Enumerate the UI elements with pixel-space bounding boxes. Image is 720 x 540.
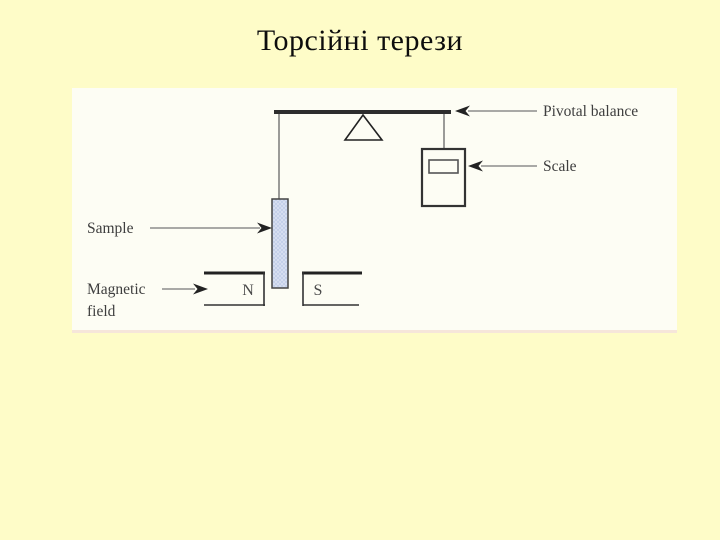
sample-callout [87,220,272,237]
magnetic-field-label-line1: Magnetic [87,281,146,298]
balance-beam [274,110,451,114]
torsion-balance-figure [72,88,677,330]
north-magnet-label: N [242,282,254,299]
south-magnet-label: S [313,282,323,299]
slide-title: Торсійні терези [256,24,464,57]
scale-label: Scale [543,158,577,175]
pivotal-balance-label: Pivotal balance [543,103,639,120]
magnetic-field-label-line2: field [87,303,116,320]
scale-callout [468,158,577,175]
south-magnet [302,272,362,306]
pivotal-balance-arrowhead-icon [455,106,470,117]
scale-arrowhead-icon [468,161,483,172]
magnetic-field-callout [87,281,208,320]
magnetic-field-arrowhead-icon [193,284,208,295]
north-magnet [204,272,265,306]
diagram-panel [72,88,677,333]
sample-label: Sample [87,220,134,237]
pivot-fulcrum [345,115,382,140]
pivotal-balance-callout [455,103,638,120]
scale-box [422,149,465,206]
sample-rod [272,199,288,288]
